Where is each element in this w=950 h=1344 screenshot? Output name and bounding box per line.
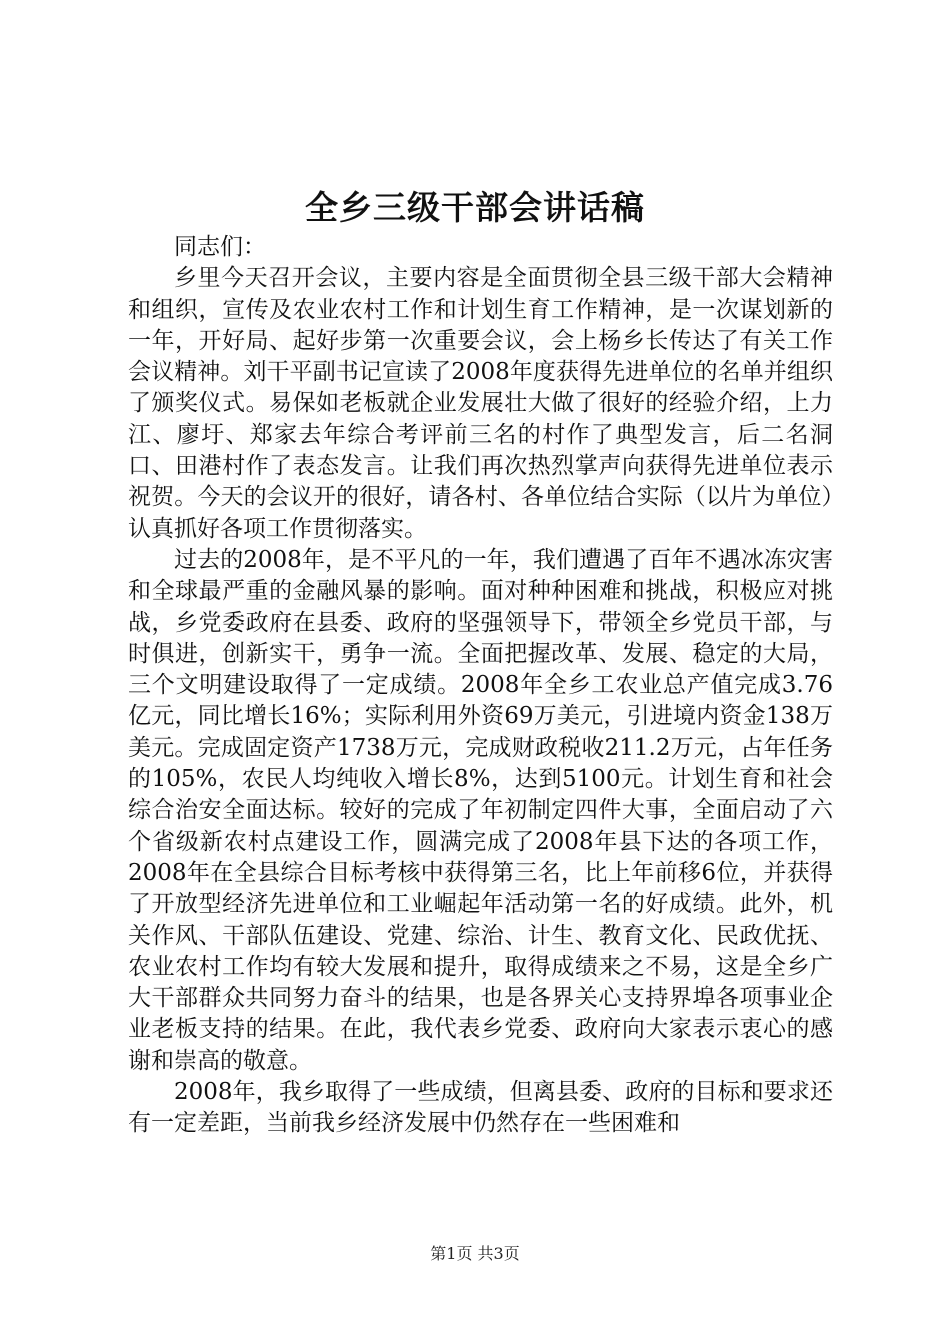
paragraph-1: 乡里今天召开会议，主要内容是全面贯彻全县三级干部大会精神和组织，宣传及农业农村工作和计划生育工作精神，是一次谋划新的一年，开好局、起好步第一次重要会议，会上杨乡长传达了有关工作会议精神。刘干平副书记宣读了2008年度获得先进单位的名单并组织了颁奖仪式。易保如老板就企业发展壮大做了很好的经验介绍，上力江、廖圩、郑家去年综合考评前三名的村作了典型发言，后二名洞口、田港村作了表态发言。让我们再次热烈掌声向获得先进单位表示祝贺。今天的会议开的很好，请各村、各单位结合实际（以片为单位）认真抓好各项工作贯彻落实。 <box>128 265 833 542</box>
document-body <box>128 232 833 1140</box>
paragraph-3: 2008年，我乡取得了一些成绩，但离县委、政府的目标和要求还有一定差距，当前我乡经济发展中仍然存在一些困难和 <box>128 1079 833 1137</box>
document-title: 全乡三级干部会讲话稿 <box>305 188 645 227</box>
salutation: 同志们： <box>174 234 266 260</box>
page-footer: 第1页 共3页 <box>430 1244 520 1263</box>
paragraph-2: 过去的2008年，是不平凡的一年，我们遭遇了百年不遇冰冻灾害和全球最严重的金融风暴的影响。面对种种困难和挑战，积极应对挑战，乡党委政府在县委、政府的坚强领导下，带领全乡党员干部，与时俱进，创新实干，勇争一流。全面把握改革、发展、稳定的大局，三个文明建设取得了一定成绩。2008年全乡工农业总产值完成3.76亿元，同比增长16%；实际利用外资69万美元，引进境内资金138万美元。完成固定资产1738万元，完成财政税收211.2万元，占年任务的105%，农民人均纯收入增长8%，达到5100元。计划生育和社会综合治安全面达标。较好的完成了年初制定四件大事，全面启动了六个省级新农村点建设工作，圆满完成了2008年县下达的各项工作，2008年在全县综合目标考核中获得第三名，比上年前移6位，并获得了开放型经济先进单位和工业崛起年活动第一名的好成绩。此外，机关作风、干部队伍建设、党建、综治、计生、教育文化、民政优抚、农业农村工作均有较大发展和提升，取得成绩来之不易，这是全乡广大干部群众共同努力奋斗的结果，也是各界关心支持界埠各项事业企业老板支持的结果。在此，我代表乡党委、政府向大家表示衷心的感谢和崇高的敬意。 <box>128 546 833 1074</box>
